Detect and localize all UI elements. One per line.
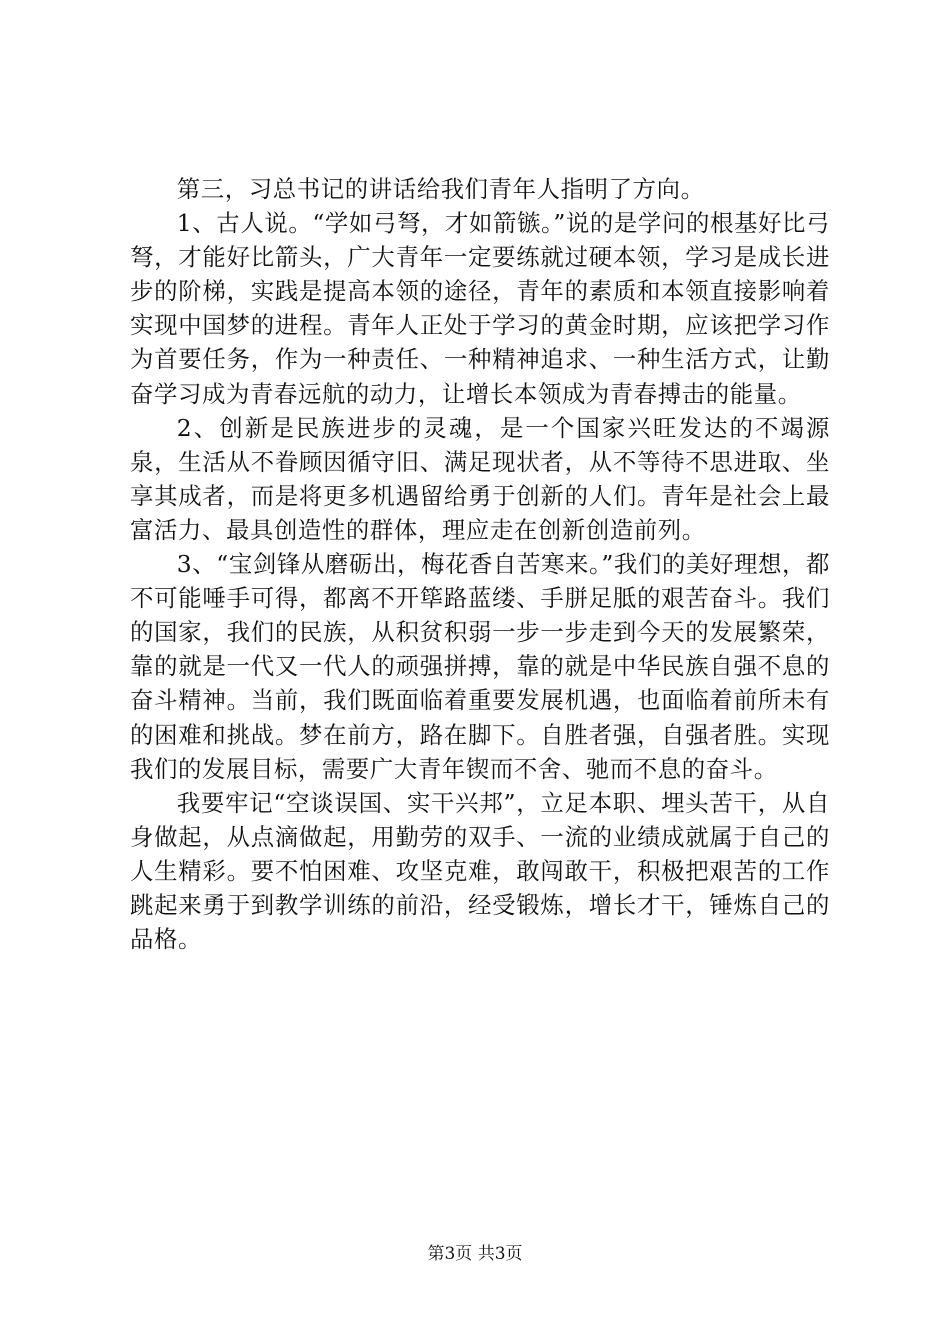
page-footer xyxy=(0,1242,950,1266)
paragraph-point-1: 1、古人说。“学如弓弩，才如箭镞。”说的是学问的根基好比弓弩，才能好比箭头，广大青年一定要练就过硬本领，学习是成长进步的阶梯，实践是提高本领的途径，青年的素质和本领直接影响着实现中国梦的进程。青年人正处于学习的黄金时期，应该把学习作为首要任务，作为一种责任、一种精神追求、一种生活方式，让勤奋学习成为青春远航的动力，让增长本领成为青春搏击的能量。 xyxy=(130,209,830,408)
page-number-label: 第3页 共3页 xyxy=(427,1244,523,1264)
document-body xyxy=(130,172,830,956)
paragraph-point-3: 3、“宝剑锋从磨砺出，梅花香自苦寒来。”我们的美好理想，都不可能唾手可得，都离不开筚路蓝缕、手胼足胝的艰苦奋斗。我们的国家，我们的民族，从积贫积弱一步一步走到今天的发展繁荣，靠的就是一代又一代人的顽强拼搏，靠的就是中华民族自强不息的奋斗精神。当前，我们既面临着重要发展机遇，也面临着前所未有的困难和挑战。梦在前方，路在脚下。自胜者强，自强者胜。实现我们的发展目标，需要广大青年锲而不舍、驰而不息的奋斗。 xyxy=(130,550,830,783)
paragraph-closing: 我要牢记“空谈误国、实干兴邦”，立足本职、埋头苦干，从自身做起，从点滴做起，用勤劳的双手、一流的业绩成就属于自己的人生精彩。要不怕困难、攻坚克难，敢闯敢干，积极把艰苦的工作跳起来勇于到教学训练的前沿，经受锻炼，增长才干，锤炼自己的品格。 xyxy=(130,788,830,954)
paragraph-point-2: 2、创新是民族进步的灵魂，是一个国家兴旺发达的不竭源泉，生活从不眷顾因循守旧、满足现状者，从不等待不思进取、坐享其成者，而是将更多机遇留给勇于创新的人们。青年是社会上最富活力、最具创造性的群体，理应走在创新创造前列。 xyxy=(130,413,830,544)
paragraph-heading-third: 第三，习总书记的讲话给我们青年人指明了方向。 xyxy=(176,175,705,203)
